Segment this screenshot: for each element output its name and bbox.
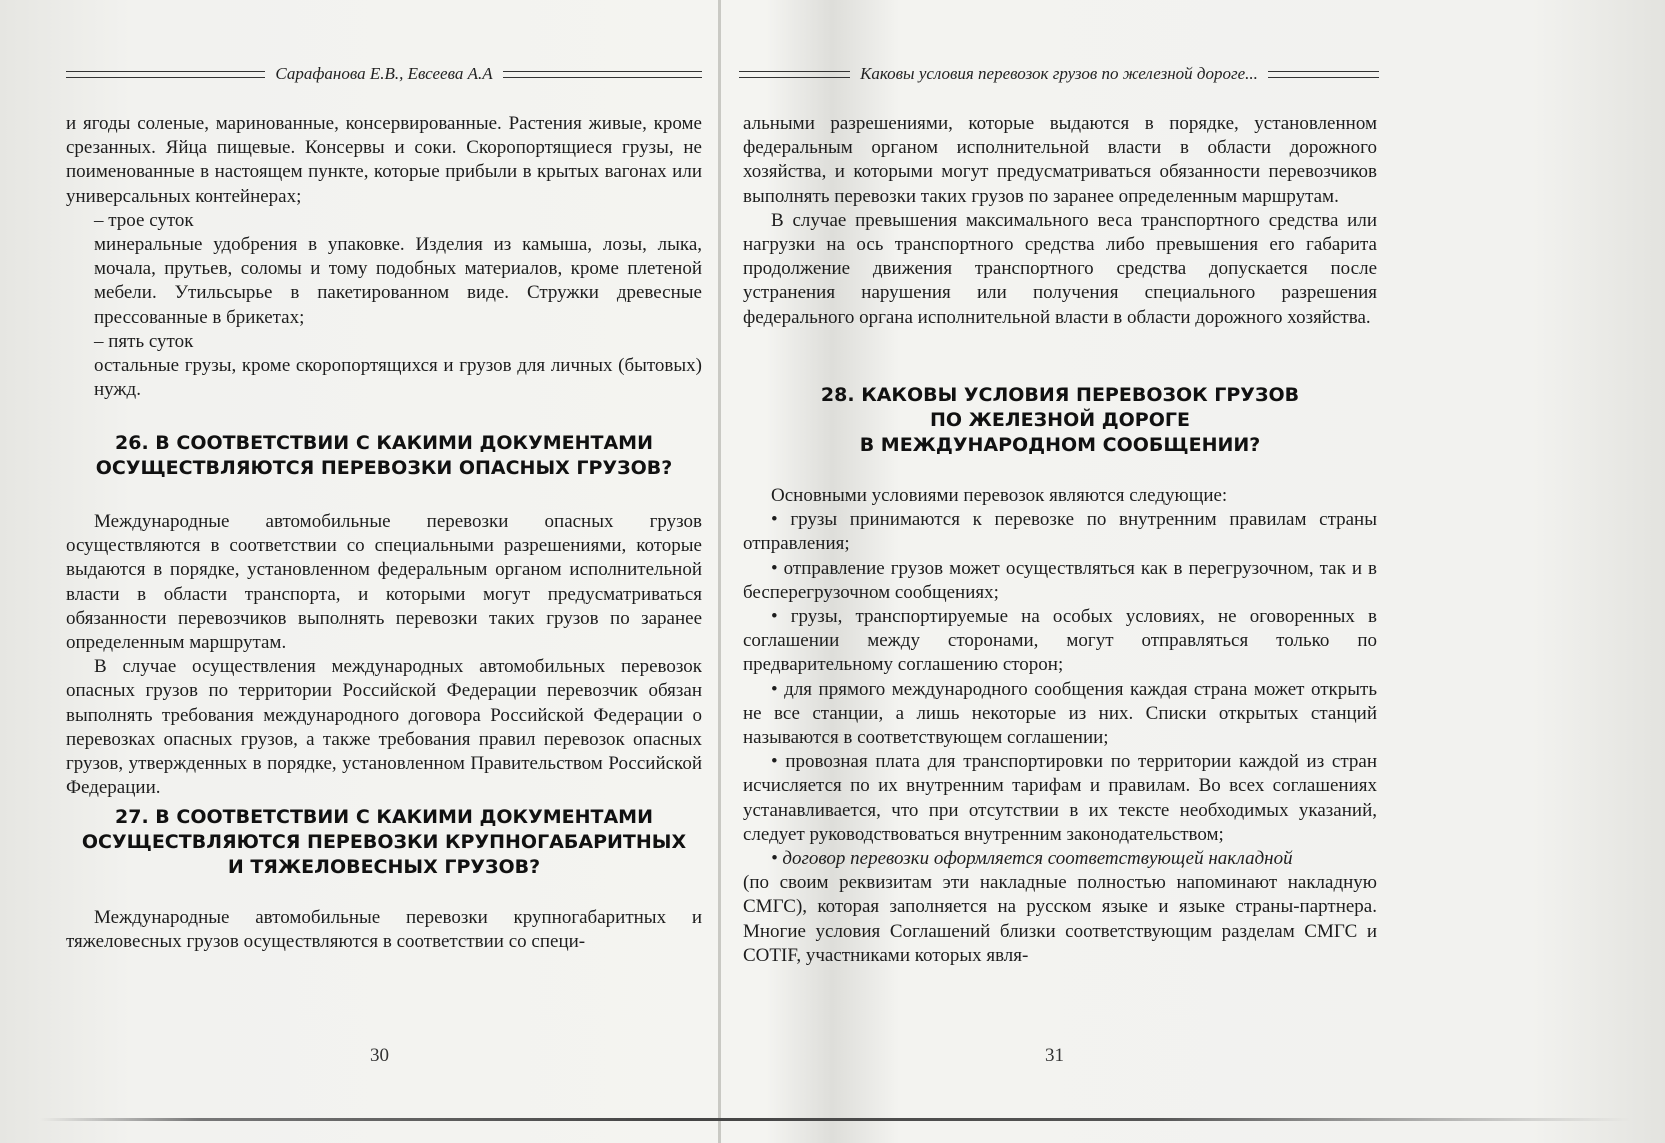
section-26-paragraph-1: Международные автомобильные перевозки опасных грузов осуществляются в соответствии со специальными разрешениями, которые выдаются в порядке, установленном федеральным органом исполнительной власти в области транспорта, и которыми могут предусматриваться обязанности перевозчиков выполнять перевозки таких грузов по заранее определенным маршрутам. <box>66 511 702 654</box>
section-28-text <box>743 484 1377 968</box>
list-item: • провозная плата для транспортировки по территории каждой из стран исчисляется по их внутренним тарифам и правилам. Во всех соглашениях устанавливается, что при отсутствии в их тексте необходимых указаний, следует руководствоваться внутренним законодательством; <box>743 750 1377 847</box>
list-item-last <box>743 847 1377 871</box>
last-bullet-italic-text: договор перевозки оформляется соответствующей накладной <box>782 848 1293 870</box>
heading-26-line-1: 26. В СООТВЕТСТВИИ С КАКИМИ ДОКУМЕНТАМИ <box>115 432 653 454</box>
dash-item-three-days: – трое суток <box>94 209 194 231</box>
right-running-head <box>739 64 1379 84</box>
right-paragraph-1: альными разрешениями, которые выдаются в порядке, установленном федеральным органом исполнительной власти в области дорожного хозяйства, и которыми могут предусматриваться обязанности перевозчиков выполнять перевозки таких грузов по заранее определенным маршрутам. <box>743 113 1377 207</box>
heading-27-line-1: 27. В СООТВЕТСТВИИ С КАКИМИ ДОКУМЕНТАМИ <box>115 806 653 828</box>
heading-27-line-2: ОСУЩЕСТВЛЯЮТСЯ ПЕРЕВОЗКИ КРУПНОГАБАРИТНЫХ <box>81 831 687 853</box>
list-item: • грузы, транспортируемые на особых условиях, не оговоренных в соглашении между сторонами, могут отправляться только по предварительному соглашению сторон; <box>743 605 1377 678</box>
list-item: • отправление грузов может осуществляться как в перегрузочном, так и в бесперегрузочном сообщениях; <box>743 557 1377 605</box>
section-27-text <box>66 906 702 954</box>
heading-28-line-1: 28. КАКОВЫ УСЛОВИЯ ПЕРЕВОЗОК ГРУЗОВ <box>820 384 1300 406</box>
page-number-right: 31 <box>1045 1045 1064 1066</box>
section-28-intro: Основными условиями перевозок являются следующие: <box>771 485 1228 506</box>
heading-27-line-3: И ТЯЖЕЛОВЕСНЫХ ГРУЗОВ? <box>227 856 541 878</box>
last-bullet-continuation: (по своим реквизитам эти накладные полностью напоминают накладную СМГС), которая заполняется на русском языке и языке страны-партнера. Многие условия Соглашений близки соответствующим разделам СМГС и COTIF, участниками которых явля- <box>743 872 1377 966</box>
page-number-left: 30 <box>370 1045 389 1066</box>
running-head-rule-right <box>1268 71 1379 78</box>
running-head-rule-left <box>739 71 850 78</box>
left-intro-text <box>66 112 702 402</box>
heading-26-line-2: ОСУЩЕСТВЛЯЮТСЯ ПЕРЕВОЗКИ ОПАСНЫХ ГРУЗОВ? <box>95 457 673 479</box>
list-item: • грузы принимаются к перевозке по внутренним правилам страны отправления; <box>743 508 1377 556</box>
left-running-head-title: Сарафанова Е.В., Евсеева А.А <box>275 64 493 83</box>
running-head-rule-right <box>503 71 702 78</box>
running-head-rule-left <box>66 71 265 78</box>
section-27-paragraph-1: Международные автомобильные перевозки крупногабаритных и тяжеловесных грузов осуществляются в соответствии со специ- <box>66 907 702 953</box>
bottom-edge-line <box>40 1118 1630 1121</box>
heading-28-line-3: В МЕЖДУНАРОДНОМ СООБЩЕНИИ? <box>859 434 1261 456</box>
section-26-text <box>66 510 702 800</box>
right-page <box>721 0 1665 1143</box>
right-running-head-title: Каковы условия перевозок грузов по железной дороге... <box>860 64 1258 83</box>
paragraph-fertilizers: минеральные удобрения в упаковке. Изделия из камыша, лозы, лыка, мочала, прутьев, соломы и тому подобных материалов, кроме плетеной мебели. Утильсырье в пакетированном виде. Стружки древесные прессованные в брикетах; <box>94 234 702 328</box>
heading-28 <box>743 383 1377 458</box>
left-running-head <box>66 64 702 84</box>
list-item: • для прямого международного сообщения каждая страна может открыть не все станции, а лишь некоторые из них. Списки открытых станций называются в соответствующем соглашении; <box>743 678 1377 751</box>
paragraph-other-cargo: остальные грузы, кроме скоропортящихся и грузов для личных (бытовых) нужд. <box>94 355 702 401</box>
right-intro-text <box>743 112 1377 330</box>
dash-item-five-days: – пять суток <box>94 330 194 352</box>
heading-26 <box>66 431 702 481</box>
heading-28-line-2: ПО ЖЕЛЕЗНОЙ ДОРОГЕ <box>930 409 1190 431</box>
intro-paragraph: и ягоды соленые, маринованные, консервированные. Растения живые, кроме срезанных. Яйца пищевые. Консервы и соки. Скоропортящиеся грузы, не поименованные в настоящем пункте, которые прибыли в крытых вагонах или универсальных контейнерах; <box>66 113 702 207</box>
section-26-paragraph-2: В случае осуществления международных автомобильных перевозок опасных грузов по территории Российской Федерации перевозчик обязан выполнять требования международного договора Российской Федерации о перевозках опасных грузов, а также требования правил перевозок опасных грузов, утвержденных в порядке, установленном Правительством Российской Федерации. <box>66 656 702 799</box>
heading-27 <box>66 805 702 880</box>
right-paragraph-2: В случае превышения максимального веса транспортного средства или нагрузки на ось транспортного средства либо превышения его габарита продолжение движения транспортного средства допускается после устранения нарушения или получения специального разрешения федерального органа исполнительной власти в области дорожного хозяйства. <box>743 209 1377 328</box>
left-page <box>0 0 718 1143</box>
